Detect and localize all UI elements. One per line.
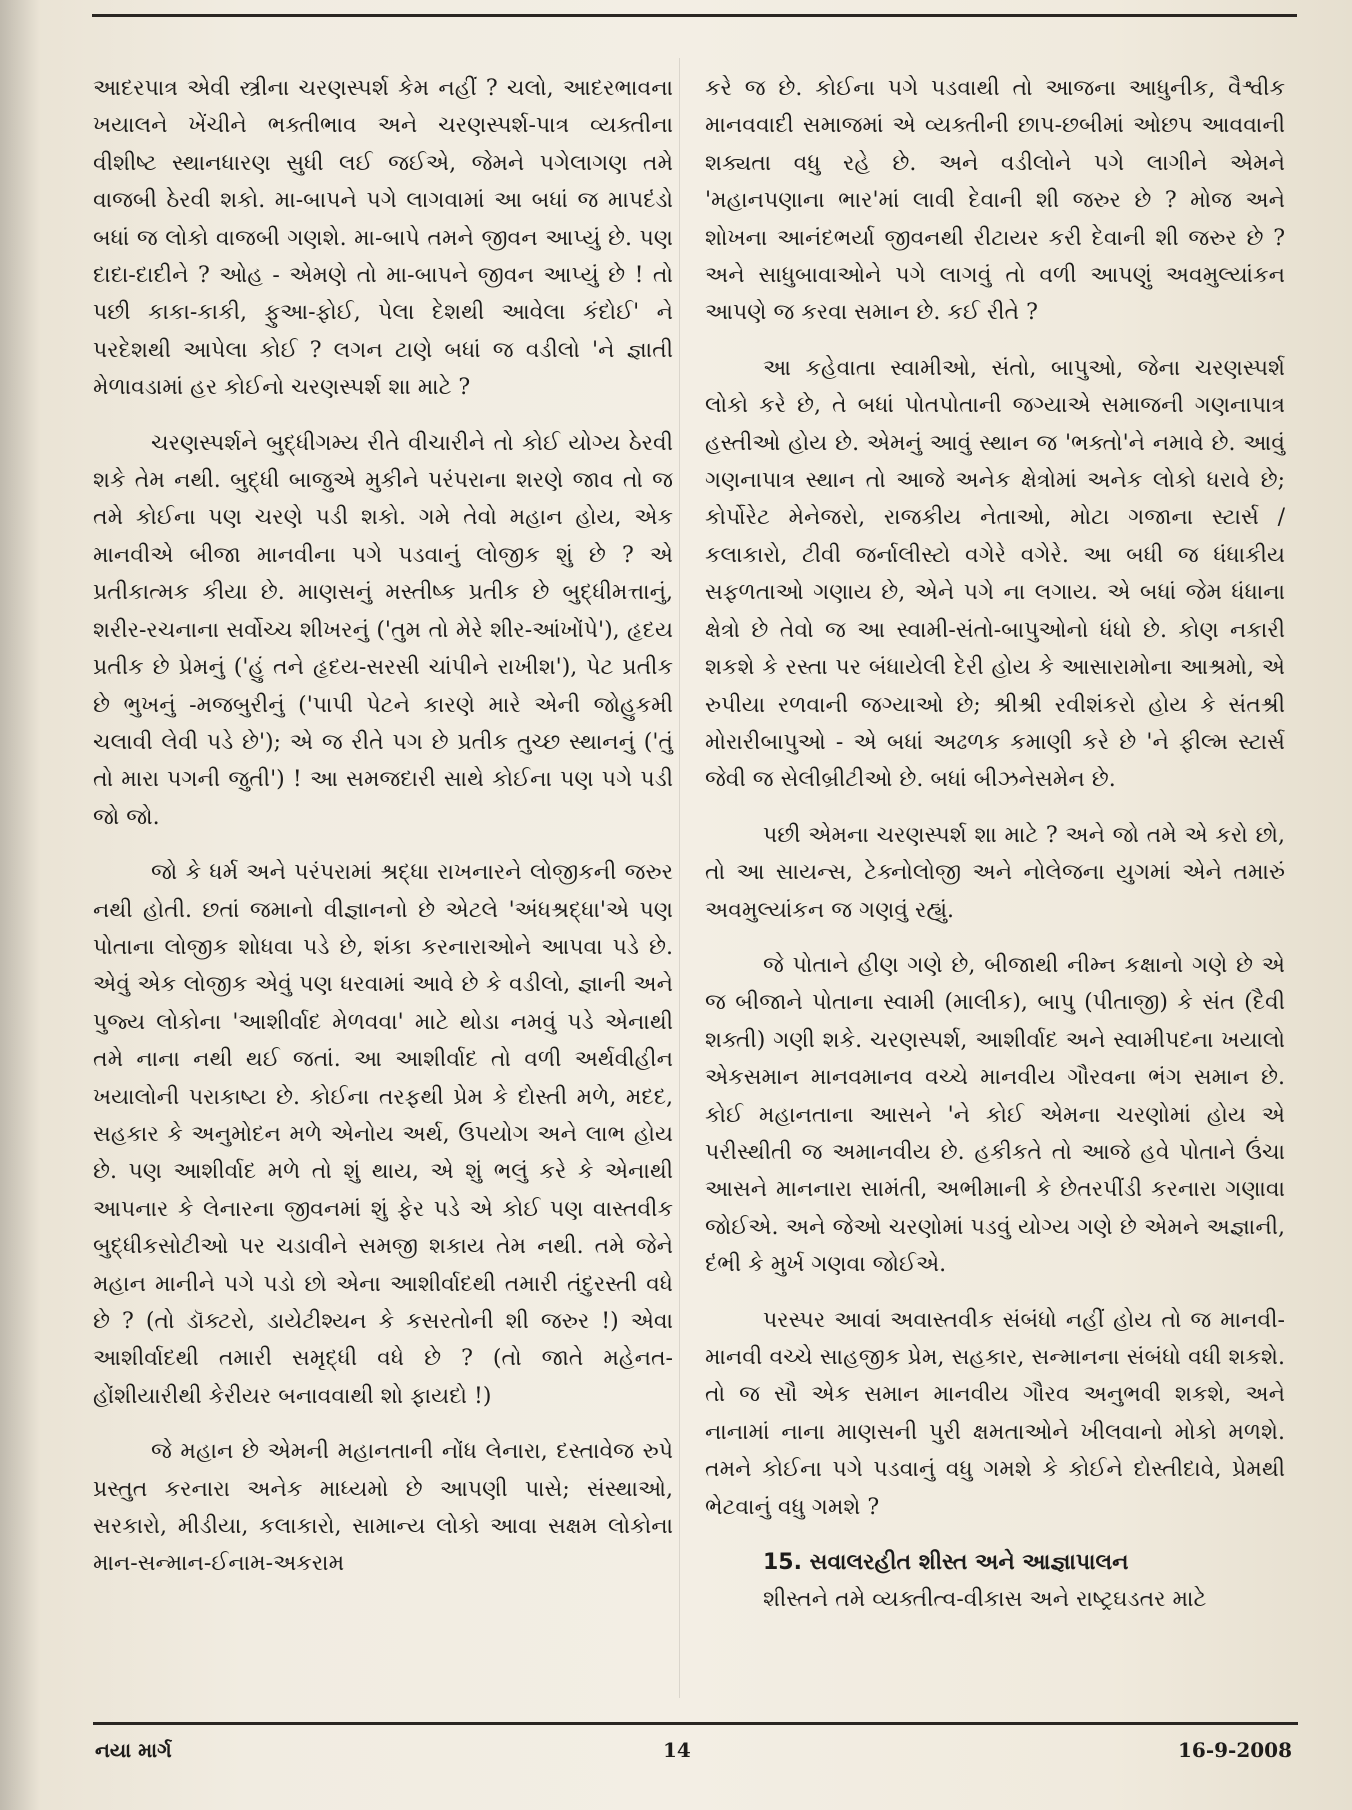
paragraph: આદરપાત્ર એવી સ્ત્રીના ચરણસ્પર્શ કેમ નહીં ? ચલો, આદરભાવના ખયાલને ખેંચીને ભક્તીભાવ અને ચરણસ્પર્શ-પાત્ર વ્યક્તીના વીશીષ્ટ સ્થાનધારણ સુધી લઈ જઈએ, જેમને પગેલાગણ તમે વાજબી ઠેરવી શકો. મા-બાપને પગે લાગવામાં આ બધાં જ માપદંડો બધાં જ લોકો વાજબી ગણશે. મા-બાપે તમને જીવન આપ્યું છે. પણ દાદા-દાદીને ? ઓહ - એમણે તો મા-બાપને જીવન આપ્યું છે ! તો પછી કાકા-કાકી, ફુઆ-ફોઈ, પેલા દેશથી આવેલા કંદોઈ' ને પરદેશથી આપેલા કોઈ ? લગન ટાણે બધાં જ વડીલો 'ને જ્ઞાતી મેળાવડામાં હર કોઈનો ચરણસ્પર્શ શા માટે ? xyxy=(93,76,673,401)
issue-date: 16-9-2008 xyxy=(1178,1738,1293,1762)
paragraph: જે પોતાને હીણ ગણે છે, બીજાથી નીમ્ન કક્ષાનો ગણે છે એ જ બીજાને પોતાના સ્વામી (માલીક), બાપુ (પીતાજી) કે સંત (દૈવી શક્તી) ગણી શકે. ચરણસ્પર્શ, આશીર્વાદ અને સ્વામીપદના ખયાલો એકસમાન માનવમાનવ વચ્ચે માનવીય ગૌરવના ભંગ સમાન છે. કોઈ મહાનતાના આસને 'ને કોઈ એમના ચરણોમાં હોય એ પરીસ્થીતી જ અમાનવીય છે. હકીકતે તો આજે હવે પોતાને ઉંચા આસને માનનારા સામંતી, અભીમાની કે છેતરપીંડી કરનારા ગણાવા જોઈએ. અને જેઓ ચરણોમાં પડવું યોગ્ય ગણે છે એમને અજ્ઞાની, દંભી કે મુર્ખ ગણવા જોઈએ. xyxy=(705,952,1285,1278)
page-number: 14 xyxy=(663,1738,691,1762)
footer-rule xyxy=(93,1722,1298,1725)
paragraph: પરસ્પર આવાં અવાસ્તવીક સંબંધો નહીં હોય તો જ માનવી-માનવી વચ્ચે સાહજીક પ્રેમ, સહકાર, સન્માનના સંબંધો વધી શકશે. તો જ સૌ એક સમાન માનવીય ગૌરવ અનુભવી શકશે, અને નાનામાં નાના માણસની પુરી ક્ષમતાઓને ખીલવાનો મોકો મળશે. તમને કોઈના પગે પડવાનું વધુ ગમશે કે કોઈને દોસ્તીદાવે, પ્રેમથી ભેટવાનું વધુ ગમશે ? xyxy=(705,1307,1285,1520)
paragraph: જો કે ધર્મ અને પરંપરામાં શ્રદ્ધા રાખનારને લોજીકની જરુર નથી હોતી. છતાં જમાનો વીજ્ઞાનનો છે એટલે 'અંધશ્રદ્ધા'એ પણ પોતાના લોજીક શોધવા પડે છે, શંકા કરનારાઓને આપવા પડે છે. એવું એક લોજીક એવું પણ ધરવામાં આવે છે કે વડીલો, જ્ઞાની અને પુજ્ય લોકોના 'આશીર્વાદ મેળવવા' માટે થોડા નમવું પડે એનાથી તમે નાના નથી થઈ જતાં. આ આશીર્વાદ તો વળી અર્થવીહીન ખયાલોની પરાકાષ્ટા છે. કોઈના તરફથી પ્રેમ કે દોસ્તી મળે, મદદ, સહકાર કે અનુમોદન મળે એનોય અર્થ, ઉપયોગ અને લાભ હોય છે. પણ આશીર્વાદ મળે તો શું થાય, એ શું ભલું કરે કે એનાથી આપનાર કે લેનારના જીવનમાં શું ફેર પડે એ કોઈ પણ વાસ્તવીક બુદ્ધીકસોટીઓ પર ચડાવીને સમજી શકાય તેમ નથી. તમે જેને મહાન માનીને પગે પડો છો એના આશીર્વાદથી તમારી તંદુરસ્તી વધે છે ? (તો ડૉક્ટરો, ડાયેટીશ્યન કે કસરતોની શી જરુર !) એવા આશીર્વાદથી તમારી સમૃદ્ધી વધે છે ? (તો જાતે મહેનત-હોંશીયારીથી કેરીયર બનાવવાથી શો ફાયદો !) xyxy=(93,860,673,1409)
right-column xyxy=(705,70,1285,1636)
paragraph: ચરણસ્પર્શને બુદ્ધીગમ્ય રીતે વીચારીને તો કોઈ યોગ્ય ઠેરવી શકે તેમ નથી. બુદ્ધી બાજુએ મુકીને પરંપરાના શરણે જાવ તો જ તમે કોઈના પણ ચરણે પડી શકો. ગમે તેવો મહાન હોય, એક માનવીએ બીજા માનવીના પગે પડવાનું લોજીક શું છે ? એ પ્રતીકાત્મક કીયા છે. માણસનું મસ્તીષ્ક પ્રતીક છે બુદ્ધીમત્તાનું, શરીર-રચનાના સર્વોચ્ચ શીખરનું ('તુમ તો મેરે શીર-આંખોંપે'), હૃદય પ્રતીક છે પ્રેમનું ('હું તને હૃદય-સરસી ચાંપીને રાખીશ'), પેટ પ્રતીક છે ભુખનું -મજબુરીનું ('પાપી પેટને કારણે મારે એની જોહુકમી ચલાવી લેવી પડે છે'); એ જ રીતે પગ છે પ્રતીક તુચ્છ સ્થાનનું ('તું તો મારા પગની જુતી') ! આ સમજદારી સાથે કોઈના પણ પગે પડી જો જો. xyxy=(93,430,673,830)
publication-name: નયા માર્ગ xyxy=(95,1738,172,1762)
paragraph: શીસ્તને તમે વ્યક્તીત્વ-વીકાસ અને રાષ્ટ્રઘડતર માટે xyxy=(763,1587,1207,1613)
column-divider xyxy=(679,58,680,1698)
paragraph: જે મહાન છે એમની મહાનતાની નોંધ લેનારા, દસ્તાવેજ રુપે પ્રસ્તુત કરનારા અનેક માધ્યમો છે આપણી પાસે; સંસ્થાઓ, સરકારો, મીડીયા, કલાકારો, સામાન્ય લોકો આવા સક્ષમ લોકોના માન-સન્માન-ઈનામ-અકરામ xyxy=(93,1439,673,1577)
paragraph: પછી એમના ચરણસ્પર્શ શા માટે ? અને જો તમે એ કરો છો, તો આ સાયન્સ, ટેક્નોલોજી અને નોલેજના યુગમાં એને તમારું અવમુલ્યાંકન જ ગણવું રહ્યું. xyxy=(705,822,1285,923)
binding-shadow xyxy=(0,0,40,1810)
left-column xyxy=(93,70,673,1583)
paragraph: આ કહેવાતા સ્વામીઓ, સંતો, બાપુઓ, જેના ચરણસ્પર્શ લોકો કરે છે, તે બધાં પોતપોતાની જગ્યાએ સમાજની ગણનાપાત્ર હસ્તીઓ હોય છે. એમનું આવું સ્થાન જ 'ભક્તો'ને નમાવે છે. આવું ગણનાપાત્ર સ્થાન તો આજે અનેક ક્ષેત્રોમાં અનેક લોકો ધરાવે છે; કોર્પોરેટ મેનેજરો, રાજકીય નેતાઓ, મોટા ગજાના સ્ટાર્સ / કલાકારો, ટીવી જર્નાલીસ્ટો વગેરે વગેરે. આ બધી જ ધંધાકીય સફળતાઓ ગણાય છે, એને પગે ના લગાય. એ બધાં જેમ ધંધાના ક્ષેત્રો છે તેવો જ આ સ્વામી-સંતો-બાપુઓનો ધંધો છે. કોણ નકારી શકશે કે રસ્તા પર બંધાયેલી દેરી હોય કે આસારામોના આશ્રમો, એ રુપીયા રળવાની જગ્યાઓ છે; શ્રીશ્રી રવીશંકરો હોય કે સંતશ્રી મોરારીબાપુઓ - એ બધાં અઢળક કમાણી કરે છે 'ને ફીલ્મ સ્ટાર્સ જેવી જ સેલીબ્રીટીઓ છે. બધાં બીઝનેસમેન છે. xyxy=(705,355,1285,793)
top-rule xyxy=(92,14,1297,17)
section-heading: 15. સવાલરહીત શીસ્ત અને આજ્ઞાપાલન xyxy=(763,1550,1129,1576)
paragraph: કરે જ છે. કોઈના પગે પડવાથી તો આજના આધુનીક, વૈશ્વીક માનવવાદી સમાજમાં એ વ્યક્તીની છાપ-છબીમાં ઓછપ આવવાની શક્યતા વધુ રહે છે. અને વડીલોને પગે લાગીને એમને 'મહાનપણાના ભાર'માં લાવી દેવાની શી જરુર છે ? મોજ અને શોખના આનંદભર્યા જીવનથી રીટાયર કરી દેવાની શી જરુર છે ? અને સાધુબાવાઓને પગે લાગવું તો વળી આપણું અવમુલ્યાંકન આપણે જ કરવા સમાન છે. કઈ રીતે ? xyxy=(705,76,1285,326)
